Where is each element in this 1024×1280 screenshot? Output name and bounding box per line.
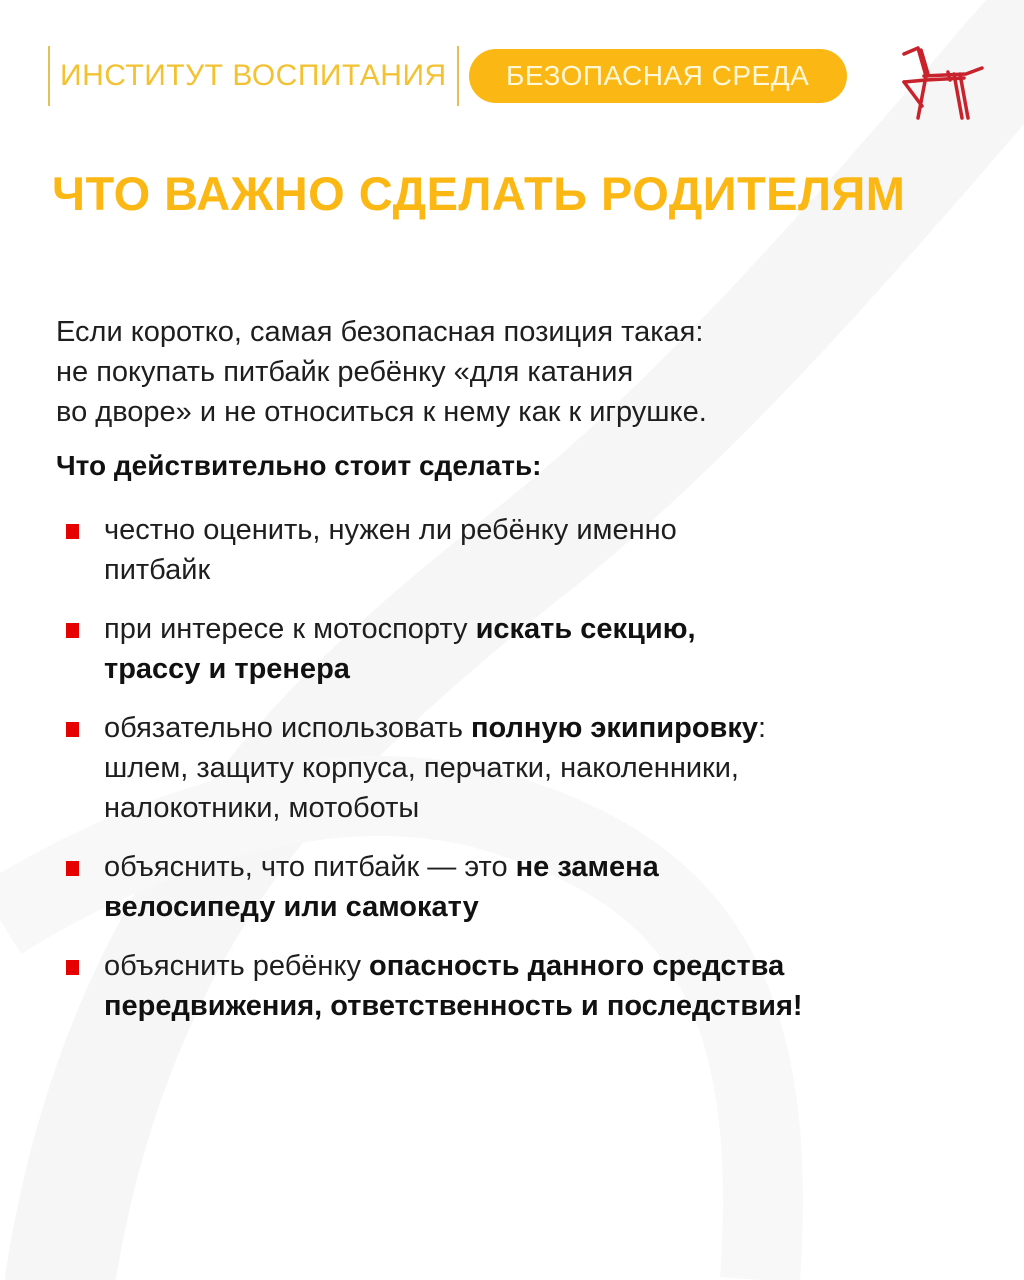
list-item [66,946,966,1026]
intro-line: во дворе» и не относиться к нему как к игрушке. [56,396,707,428]
item-emphasis: полную экипировку [471,712,758,744]
list-item [66,510,966,590]
list-item [66,847,966,927]
item-text: объяснить ребёнку [104,950,370,982]
horse-logo-icon [896,40,988,120]
item-emphasis: трассу и тренера [104,653,350,685]
divider-line [457,46,459,106]
section-heading: Что действительно стоит сделать: [56,450,542,481]
item-emphasis: опасность данного средства [369,950,785,982]
list-item [66,609,966,689]
safe-environment-badge: БЕЗОПАСНАЯ СРЕДА [469,49,847,103]
page-title: ЧТО ВАЖНО СДЕЛАТЬ РОДИТЕЛЯМ [52,167,906,220]
institute-name: ИНСТИТУТ ВОСПИТАНИЯ [60,59,447,92]
red-square-bullet-icon [66,960,79,975]
red-square-bullet-icon [66,722,79,737]
intro-line: не покупать питбайк ребёнку «для катания [56,356,634,388]
item-text: честно оценить, нужен ли ребёнку именно [104,514,677,546]
item-text: налокотники, мотоботы [104,792,420,824]
item-emphasis: передвижения, ответственность и последствия! [104,990,803,1022]
red-square-bullet-icon [66,623,79,638]
intro-line: Если коротко, самая безопасная позиция такая: [56,316,704,348]
item-text: : [758,712,767,744]
item-text: питбайк [104,554,211,586]
item-emphasis: не замена [515,851,659,883]
item-emphasis: искать секцию, [475,613,696,645]
item-text: шлем, защиту корпуса, перчатки, наколенники, [104,752,739,784]
intro-paragraph [56,312,956,432]
item-text: обязательно использовать [104,712,471,744]
red-square-bullet-icon [66,524,79,539]
list-item [66,708,966,828]
header-bar [48,44,847,108]
recommendations-list [66,510,966,1026]
item-text: объяснить, что питбайк — это [104,851,516,883]
red-square-bullet-icon [66,861,79,876]
item-emphasis: велосипеду или самокату [104,891,479,923]
item-text: при интересе к мотоспорту [104,613,476,645]
